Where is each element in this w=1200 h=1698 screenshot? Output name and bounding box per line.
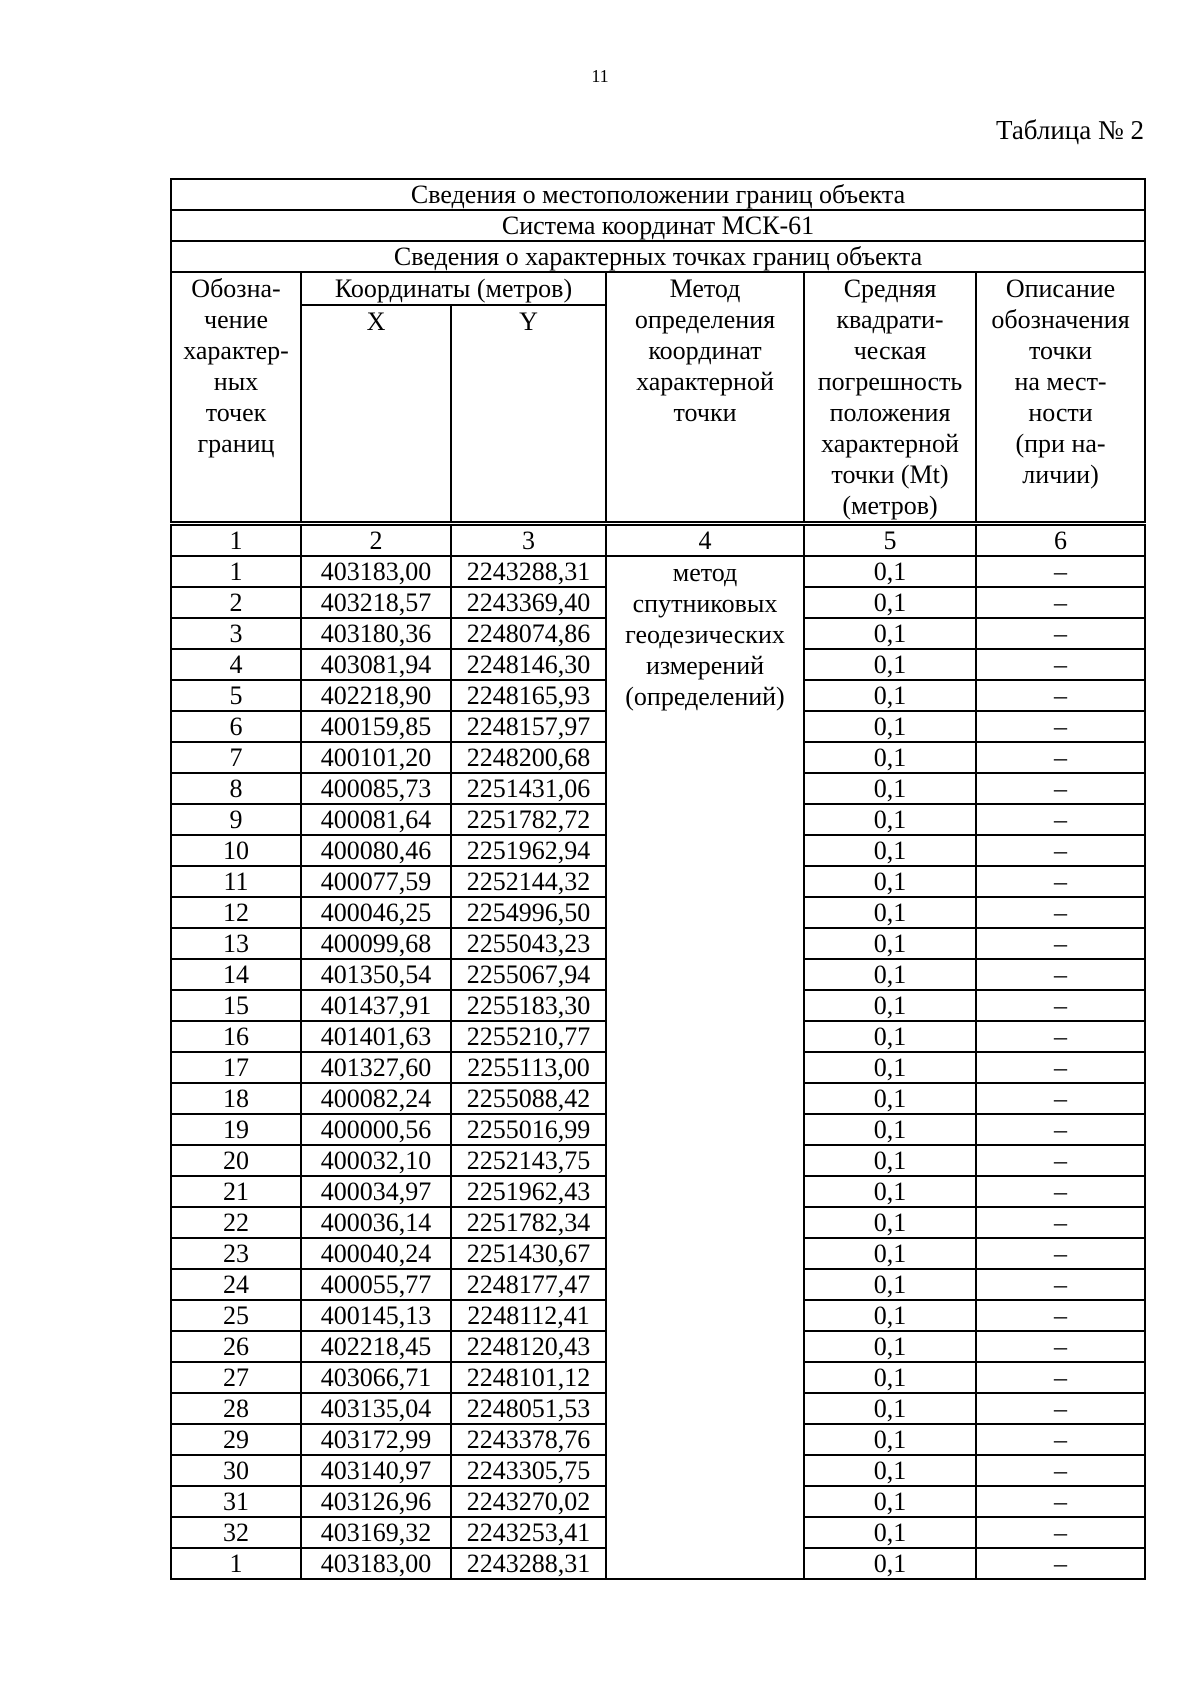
coordinate-y: 2243305,75 bbox=[451, 1455, 606, 1486]
point-number: 16 bbox=[171, 1021, 301, 1052]
cell-text-line: ности bbox=[1028, 398, 1093, 427]
coordinate-y: 2252144,32 bbox=[451, 866, 606, 897]
point-description: – bbox=[976, 1300, 1145, 1331]
coordinate-x: 400036,14 bbox=[301, 1207, 451, 1238]
coordinate-x: 401437,91 bbox=[301, 990, 451, 1021]
point-number: 12 bbox=[171, 897, 301, 928]
cell-text-line: геодезических bbox=[625, 620, 785, 649]
cell-text-line: характерной bbox=[821, 429, 959, 458]
coordinate-y: 2243288,31 bbox=[451, 556, 606, 587]
coordinate-x: 403135,04 bbox=[301, 1393, 451, 1424]
column-number: 2 bbox=[301, 524, 451, 557]
point-description: – bbox=[976, 556, 1145, 587]
column-number: 3 bbox=[451, 524, 606, 557]
coordinate-x: 400034,97 bbox=[301, 1176, 451, 1207]
column-number: 6 bbox=[976, 524, 1145, 557]
coordinate-x: 403140,97 bbox=[301, 1455, 451, 1486]
mean-square-error: 0,1 bbox=[804, 1548, 976, 1579]
mean-square-error: 0,1 bbox=[804, 804, 976, 835]
cell-text-line: Метод bbox=[669, 274, 741, 303]
cell-text-line: спутниковых bbox=[632, 589, 778, 618]
coordinate-y: 2248157,97 bbox=[451, 711, 606, 742]
point-description: – bbox=[976, 618, 1145, 649]
cell-text-line: характерной bbox=[636, 367, 774, 396]
coordinate-y: 2251962,94 bbox=[451, 835, 606, 866]
coordinate-x: 403169,32 bbox=[301, 1517, 451, 1548]
coordinate-y: 2251782,34 bbox=[451, 1207, 606, 1238]
coordinate-x: 400046,25 bbox=[301, 897, 451, 928]
coordinate-x: 402218,90 bbox=[301, 680, 451, 711]
point-number: 28 bbox=[171, 1393, 301, 1424]
coordinate-y: 2255016,99 bbox=[451, 1114, 606, 1145]
point-description: – bbox=[976, 804, 1145, 835]
coordinate-x: 400081,64 bbox=[301, 804, 451, 835]
column-number: 5 bbox=[804, 524, 976, 557]
point-description: – bbox=[976, 1548, 1145, 1579]
coordinate-x: 403081,94 bbox=[301, 649, 451, 680]
cell-text-line: определения bbox=[634, 305, 776, 334]
point-description: – bbox=[976, 1145, 1145, 1176]
coordinate-x: 400055,77 bbox=[301, 1269, 451, 1300]
point-description: – bbox=[976, 1207, 1145, 1238]
cell-text-line: погрешность bbox=[817, 367, 963, 396]
coordinate-y: 2248177,47 bbox=[451, 1269, 606, 1300]
point-description: – bbox=[976, 1021, 1145, 1052]
point-number: 19 bbox=[171, 1114, 301, 1145]
coordinate-x: 400101,20 bbox=[301, 742, 451, 773]
mean-square-error: 0,1 bbox=[804, 1238, 976, 1269]
mean-square-error: 0,1 bbox=[804, 1176, 976, 1207]
coordinate-x: 400080,46 bbox=[301, 835, 451, 866]
point-description: – bbox=[976, 1052, 1145, 1083]
coordinate-x: 400040,24 bbox=[301, 1238, 451, 1269]
cell-text-line: чение bbox=[204, 305, 268, 334]
cell-text-line: Описание bbox=[1005, 274, 1116, 303]
coordinate-x: 401401,63 bbox=[301, 1021, 451, 1052]
cell-text-line: точки bbox=[1029, 336, 1092, 365]
header-description bbox=[976, 272, 1145, 524]
mean-square-error: 0,1 bbox=[804, 1300, 976, 1331]
coordinate-y: 2248120,43 bbox=[451, 1331, 606, 1362]
cell-text-line: ных bbox=[213, 367, 259, 396]
table-label: Таблица № 2 bbox=[996, 115, 1144, 145]
mean-square-error: 0,1 bbox=[804, 649, 976, 680]
point-number: 10 bbox=[171, 835, 301, 866]
cell-text-line: границ bbox=[197, 429, 275, 458]
mean-square-error: 0,1 bbox=[804, 1455, 976, 1486]
coordinate-y: 2248101,12 bbox=[451, 1362, 606, 1393]
coordinate-x: 400082,24 bbox=[301, 1083, 451, 1114]
mean-square-error: 0,1 bbox=[804, 1083, 976, 1114]
point-number: 30 bbox=[171, 1455, 301, 1486]
point-number: 5 bbox=[171, 680, 301, 711]
coordinate-y: 2248051,53 bbox=[451, 1393, 606, 1424]
coordinate-x: 400099,68 bbox=[301, 928, 451, 959]
mean-square-error: 0,1 bbox=[804, 1052, 976, 1083]
cell-text-line: (определений) bbox=[625, 682, 785, 711]
point-number: 31 bbox=[171, 1486, 301, 1517]
point-description: – bbox=[976, 1362, 1145, 1393]
point-number: 4 bbox=[171, 649, 301, 680]
coordinate-x: 400000,56 bbox=[301, 1114, 451, 1145]
point-number: 8 bbox=[171, 773, 301, 804]
point-number: 9 bbox=[171, 804, 301, 835]
coordinate-x: 403183,00 bbox=[301, 556, 451, 587]
point-description: – bbox=[976, 1486, 1145, 1517]
coordinate-x: 400085,73 bbox=[301, 773, 451, 804]
point-number: 7 bbox=[171, 742, 301, 773]
coordinate-y: 2251962,43 bbox=[451, 1176, 606, 1207]
point-number: 14 bbox=[171, 959, 301, 990]
coordinate-x: 400077,59 bbox=[301, 866, 451, 897]
coordinate-x: 403183,00 bbox=[301, 1548, 451, 1579]
point-number: 11 bbox=[171, 866, 301, 897]
point-description: – bbox=[976, 587, 1145, 618]
point-description: – bbox=[976, 773, 1145, 804]
mean-square-error: 0,1 bbox=[804, 742, 976, 773]
coordinate-y: 2255113,00 bbox=[451, 1052, 606, 1083]
header-y: Y bbox=[451, 305, 606, 523]
coordinate-y: 2243270,02 bbox=[451, 1486, 606, 1517]
point-number: 1 bbox=[171, 556, 301, 587]
mean-square-error: 0,1 bbox=[804, 1207, 976, 1238]
cell-text-line: координат bbox=[648, 336, 762, 365]
column-numbers-row bbox=[171, 524, 1145, 557]
coordinate-y: 2243253,41 bbox=[451, 1517, 606, 1548]
header-designation bbox=[171, 272, 301, 524]
coordinate-y: 2251430,67 bbox=[451, 1238, 606, 1269]
point-description: – bbox=[976, 990, 1145, 1021]
point-number: 1 bbox=[171, 1548, 301, 1579]
point-description: – bbox=[976, 711, 1145, 742]
point-number: 26 bbox=[171, 1331, 301, 1362]
point-description: – bbox=[976, 680, 1145, 711]
header-method bbox=[606, 272, 804, 524]
point-description: – bbox=[976, 742, 1145, 773]
cell-text-line: точек bbox=[205, 398, 267, 427]
coordinate-y: 2255088,42 bbox=[451, 1083, 606, 1114]
coordinate-x: 403218,57 bbox=[301, 587, 451, 618]
point-number: 32 bbox=[171, 1517, 301, 1548]
cell-text-line: точки (Mt) bbox=[831, 460, 949, 489]
mean-square-error: 0,1 bbox=[804, 990, 976, 1021]
point-description: – bbox=[976, 649, 1145, 680]
mean-square-error: 0,1 bbox=[804, 897, 976, 928]
cell-text-line: измерений bbox=[645, 651, 765, 680]
coordinate-x: 400159,85 bbox=[301, 711, 451, 742]
coordinate-x: 403126,96 bbox=[301, 1486, 451, 1517]
mean-square-error: 0,1 bbox=[804, 1269, 976, 1300]
mean-square-error: 0,1 bbox=[804, 1424, 976, 1455]
mean-square-error: 0,1 bbox=[804, 1517, 976, 1548]
coordinate-y: 2251431,06 bbox=[451, 773, 606, 804]
coordinate-y: 2248165,93 bbox=[451, 680, 606, 711]
cell-text-line: Обозна- bbox=[191, 274, 281, 303]
coordinate-y: 2255183,30 bbox=[451, 990, 606, 1021]
cell-text-line: метод bbox=[672, 558, 738, 587]
cell-text-line: ческая bbox=[853, 336, 927, 365]
point-description: – bbox=[976, 1114, 1145, 1145]
mean-square-error: 0,1 bbox=[804, 928, 976, 959]
point-description: – bbox=[976, 1176, 1145, 1207]
cell-text-line: на мест- bbox=[1014, 367, 1107, 396]
point-description: – bbox=[976, 959, 1145, 990]
coordinate-y: 2243288,31 bbox=[451, 1548, 606, 1579]
mean-square-error: 0,1 bbox=[804, 1393, 976, 1424]
mean-square-error: 0,1 bbox=[804, 866, 976, 897]
point-description: – bbox=[976, 1424, 1145, 1455]
point-number: 25 bbox=[171, 1300, 301, 1331]
header-x: X bbox=[301, 305, 451, 523]
mean-square-error: 0,1 bbox=[804, 1145, 976, 1176]
cell-text-line: Средняя bbox=[843, 274, 937, 303]
point-description: – bbox=[976, 1238, 1145, 1269]
cell-text-line: характер- bbox=[183, 336, 289, 365]
point-number: 13 bbox=[171, 928, 301, 959]
point-number: 24 bbox=[171, 1269, 301, 1300]
mean-square-error: 0,1 bbox=[804, 773, 976, 804]
point-description: – bbox=[976, 897, 1145, 928]
point-description: – bbox=[976, 1517, 1145, 1548]
header-error bbox=[804, 272, 976, 524]
coordinates-table bbox=[170, 178, 1146, 1580]
table-row bbox=[171, 556, 1145, 587]
page-number: 11 bbox=[591, 66, 609, 86]
coordinate-x: 403172,99 bbox=[301, 1424, 451, 1455]
cell-text-line: квадрати- bbox=[836, 305, 944, 334]
coordinate-y: 2243378,76 bbox=[451, 1424, 606, 1455]
mean-square-error: 0,1 bbox=[804, 587, 976, 618]
cell-text-line: личии) bbox=[1022, 460, 1099, 489]
coordinate-x: 403066,71 bbox=[301, 1362, 451, 1393]
coordinate-y: 2248200,68 bbox=[451, 742, 606, 773]
mean-square-error: 0,1 bbox=[804, 1362, 976, 1393]
points-subtitle: Сведения о характерных точках границ объекта bbox=[171, 241, 1145, 272]
coordinate-y: 2243369,40 bbox=[451, 587, 606, 618]
coordinate-y: 2252143,75 bbox=[451, 1145, 606, 1176]
cell-text-line: (метров) bbox=[842, 491, 938, 520]
point-description: – bbox=[976, 928, 1145, 959]
coordinate-y: 2248112,41 bbox=[451, 1300, 606, 1331]
coordinate-y: 2254996,50 bbox=[451, 897, 606, 928]
coordinate-x: 401350,54 bbox=[301, 959, 451, 990]
coordinate-x: 400145,13 bbox=[301, 1300, 451, 1331]
mean-square-error: 0,1 bbox=[804, 959, 976, 990]
column-number: 1 bbox=[171, 524, 301, 557]
point-description: – bbox=[976, 1083, 1145, 1114]
point-number: 3 bbox=[171, 618, 301, 649]
cell-text-line: положения bbox=[829, 398, 951, 427]
mean-square-error: 0,1 bbox=[804, 618, 976, 649]
coordinate-x: 403180,36 bbox=[301, 618, 451, 649]
coordinate-y: 2248074,86 bbox=[451, 618, 606, 649]
coordinate-x: 402218,45 bbox=[301, 1331, 451, 1362]
point-description: – bbox=[976, 1393, 1145, 1424]
point-description: – bbox=[976, 1269, 1145, 1300]
table-title: Сведения о местоположении границ объекта bbox=[171, 179, 1145, 210]
coordinate-y: 2248146,30 bbox=[451, 649, 606, 680]
point-description: – bbox=[976, 835, 1145, 866]
point-description: – bbox=[976, 866, 1145, 897]
point-number: 22 bbox=[171, 1207, 301, 1238]
method-cell bbox=[606, 556, 804, 1579]
point-number: 17 bbox=[171, 1052, 301, 1083]
header-coordinates: Координаты (метров) bbox=[301, 272, 606, 305]
point-number: 15 bbox=[171, 990, 301, 1021]
point-number: 27 bbox=[171, 1362, 301, 1393]
point-number: 2 bbox=[171, 587, 301, 618]
mean-square-error: 0,1 bbox=[804, 711, 976, 742]
cell-text-line: точки bbox=[673, 398, 737, 427]
coordinate-x: 400032,10 bbox=[301, 1145, 451, 1176]
point-number: 23 bbox=[171, 1238, 301, 1269]
point-description: – bbox=[976, 1331, 1145, 1362]
cell-text-line: (при на- bbox=[1015, 429, 1106, 458]
mean-square-error: 0,1 bbox=[804, 556, 976, 587]
mean-square-error: 0,1 bbox=[804, 1331, 976, 1362]
mean-square-error: 0,1 bbox=[804, 835, 976, 866]
coordinate-y: 2255210,77 bbox=[451, 1021, 606, 1052]
coordinate-y: 2255067,94 bbox=[451, 959, 606, 990]
point-description: – bbox=[976, 1455, 1145, 1486]
cell-text-line: обозначения bbox=[991, 305, 1130, 334]
column-number: 4 bbox=[606, 524, 804, 557]
point-number: 18 bbox=[171, 1083, 301, 1114]
mean-square-error: 0,1 bbox=[804, 1021, 976, 1052]
coordinate-x: 401327,60 bbox=[301, 1052, 451, 1083]
coordinate-y: 2251782,72 bbox=[451, 804, 606, 835]
point-number: 20 bbox=[171, 1145, 301, 1176]
mean-square-error: 0,1 bbox=[804, 1486, 976, 1517]
coordinate-system: Система координат МСК-61 bbox=[171, 210, 1145, 241]
mean-square-error: 0,1 bbox=[804, 680, 976, 711]
point-number: 29 bbox=[171, 1424, 301, 1455]
mean-square-error: 0,1 bbox=[804, 1114, 976, 1145]
point-number: 21 bbox=[171, 1176, 301, 1207]
coordinate-y: 2255043,23 bbox=[451, 928, 606, 959]
point-number: 6 bbox=[171, 711, 301, 742]
